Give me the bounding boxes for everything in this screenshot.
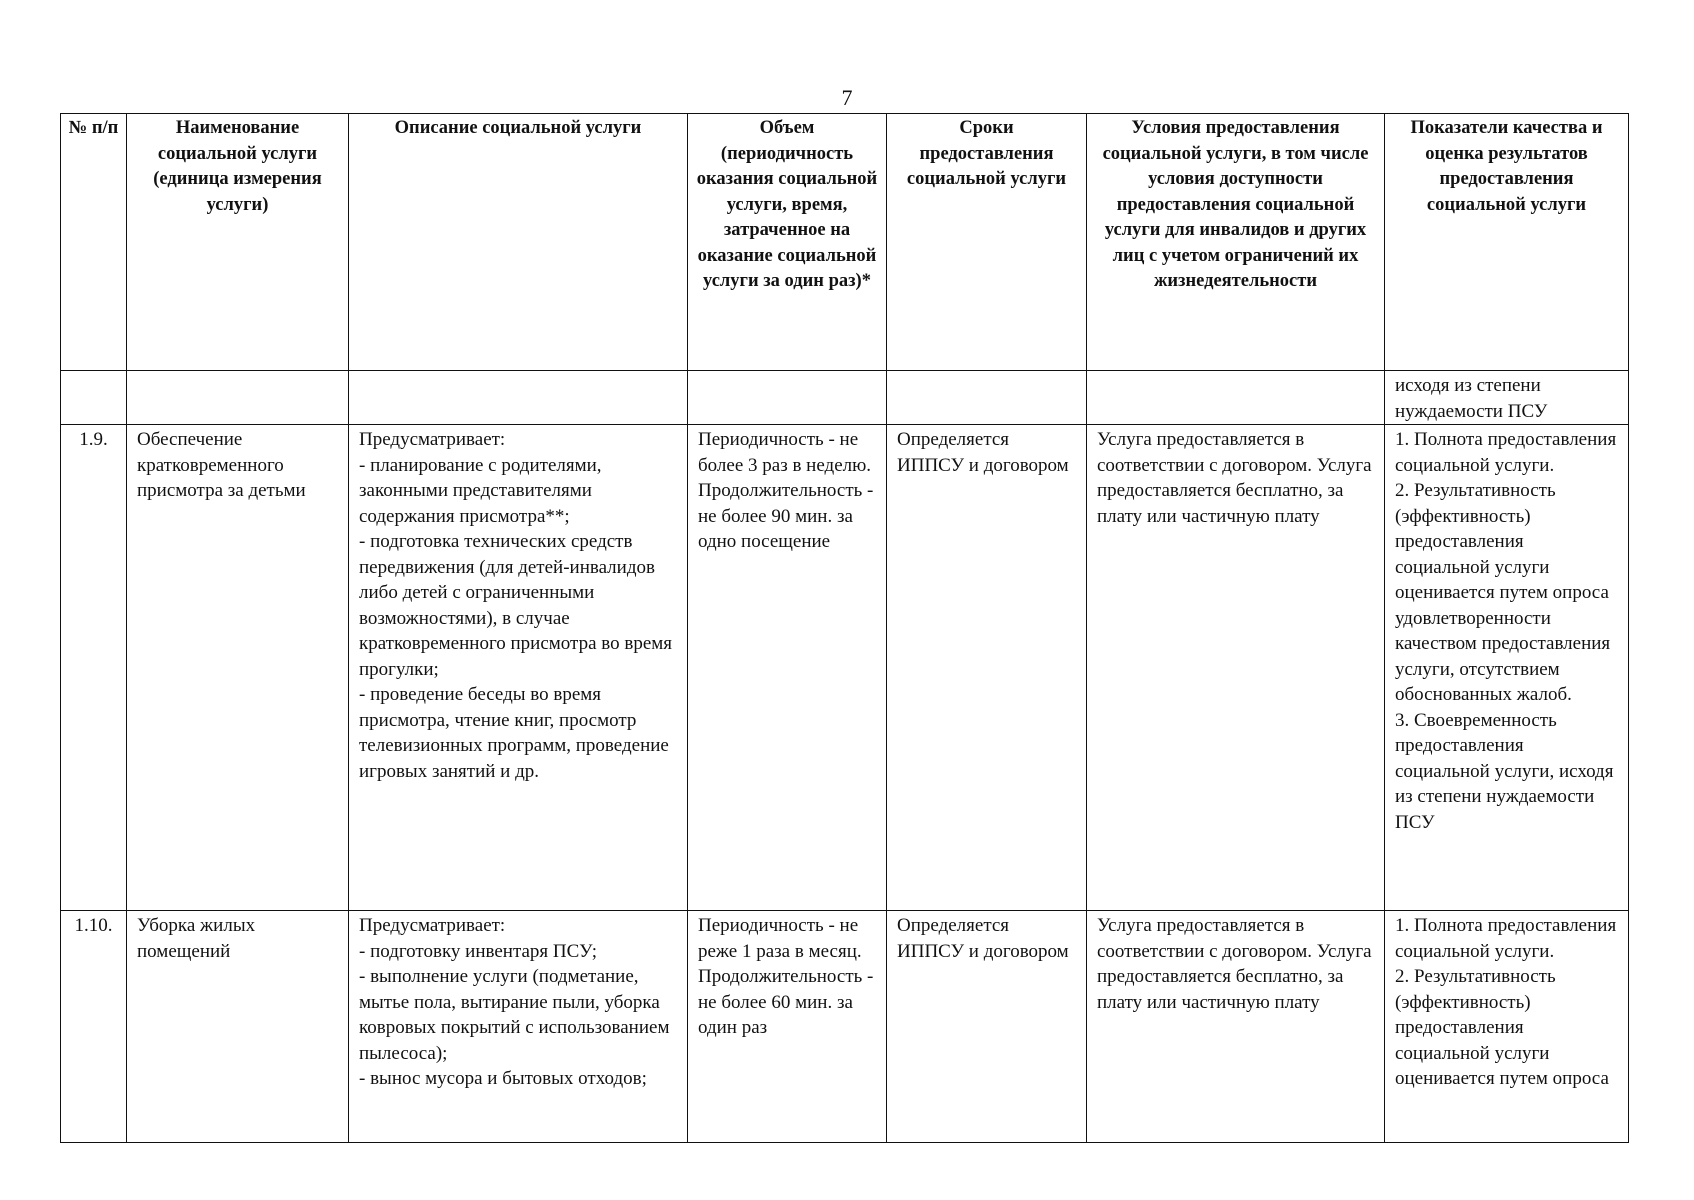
header-row xyxy=(61,114,1629,371)
table-row-continuation xyxy=(61,371,1629,425)
quality-line: 3. Своевременность предоставления социальной услуги, исходя из степени нуждаемости ПСУ xyxy=(1395,709,1614,833)
header-terms: Сроки предоставления социальной услуги xyxy=(887,114,1087,371)
description-line: - вынос мусора и бытовых отходов; xyxy=(359,1068,647,1089)
description-line: - планирование с родителями, законными представителями содержания присмотра**; xyxy=(359,454,602,527)
quality-line: 1. Полнота предоставления социальной услуги. xyxy=(1395,429,1617,476)
description-line: - выполнение услуги (подметание, мытье пола, вытирание пыли, уборка ковровых покрытий с использованием пылесоса); xyxy=(359,966,670,1064)
cell-description xyxy=(349,425,688,911)
quality-line: 1. Полнота предоставления социальной услуги. xyxy=(1395,915,1617,962)
cell-description xyxy=(349,911,688,1143)
cell-empty xyxy=(127,371,349,425)
table-row xyxy=(61,911,1629,1143)
header-description: Описание социальной услуги xyxy=(349,114,688,371)
cell-terms: Определяется ИППСУ и договором xyxy=(887,425,1087,911)
cell-service-name: Обеспечение кратковременного присмотра за детьми xyxy=(127,425,349,911)
description-line: Предусматривает: xyxy=(359,429,506,450)
description-line: - проведение беседы во время присмотра, чтение книг, просмотр телевизионных программ, проведение игровых занятий и др. xyxy=(359,684,669,782)
cell-conditions: Услуга предоставляется в соответствии с договором. Услуга предоставляется бесплатно, за плату или частичную плату xyxy=(1087,911,1385,1143)
cell-empty xyxy=(349,371,688,425)
cell-empty xyxy=(887,371,1087,425)
cell-empty xyxy=(688,371,887,425)
header-number: № п/п xyxy=(61,114,127,371)
cell-number: 1.10. xyxy=(61,911,127,1143)
cell-number: 1.9. xyxy=(61,425,127,911)
description-line: - подготовка технических средств передвижения (для детей-инвалидов либо детей с ограниченными возможностями), в случае кратковременного присмотра во время прогулки; xyxy=(359,531,673,680)
cell-quality xyxy=(1385,425,1629,911)
header-service-name: Наименование социальной услуги (единица измерения услуги) xyxy=(127,114,349,371)
page-number: 7 xyxy=(841,85,853,110)
cell-quality xyxy=(1385,911,1629,1143)
header-conditions: Условия предоставления социальной услуги, в том числе условия доступности предоставления социальной услуги для инвалидов и других лиц с учетом ограничений их жизнедеятельности xyxy=(1087,114,1385,371)
cell-empty xyxy=(61,371,127,425)
quality-line: 2. Результативность (эффективность) предоставления социальной услуги оценивается путем опроса удовлетворенности качеством предоставления услуги, отсутствием обоснованных жалоб. xyxy=(1395,480,1611,705)
cell-conditions: Услуга предоставляется в соответствии с договором. Услуга предоставляется бесплатно, за плату или частичную плату xyxy=(1087,425,1385,911)
quality-line: 2. Результативность (эффективность) предоставления социальной услуги оценивается путем опроса xyxy=(1395,966,1609,1089)
cell-quality-continuation: исходя из степени нуждаемости ПСУ xyxy=(1385,371,1629,425)
description-line: - подготовку инвентаря ПСУ; xyxy=(359,940,598,962)
cell-volume: Периодичность - не более 3 раз в неделю. Продолжительность - не более 90 мин. за одно посещение xyxy=(688,425,887,911)
header-volume: Объем (периодичность оказания социальной услуги, время, затраченное на оказание социальной услуги за один раз)* xyxy=(688,114,887,371)
cell-volume: Периодичность - не реже 1 раза в месяц. Продолжительность - не более 60 мин. за один раз xyxy=(688,911,887,1143)
cell-terms: Определяется ИППСУ и договором xyxy=(887,911,1087,1143)
cell-empty xyxy=(1087,371,1385,425)
cell-service-name: Уборка жилых помещений xyxy=(127,911,349,1143)
services-table xyxy=(60,113,1629,1143)
header-quality: Показатели качества и оценка результатов предоставления социальной услуги xyxy=(1385,114,1629,371)
description-line: Предусматривает: xyxy=(359,915,506,936)
table-row xyxy=(61,425,1629,911)
